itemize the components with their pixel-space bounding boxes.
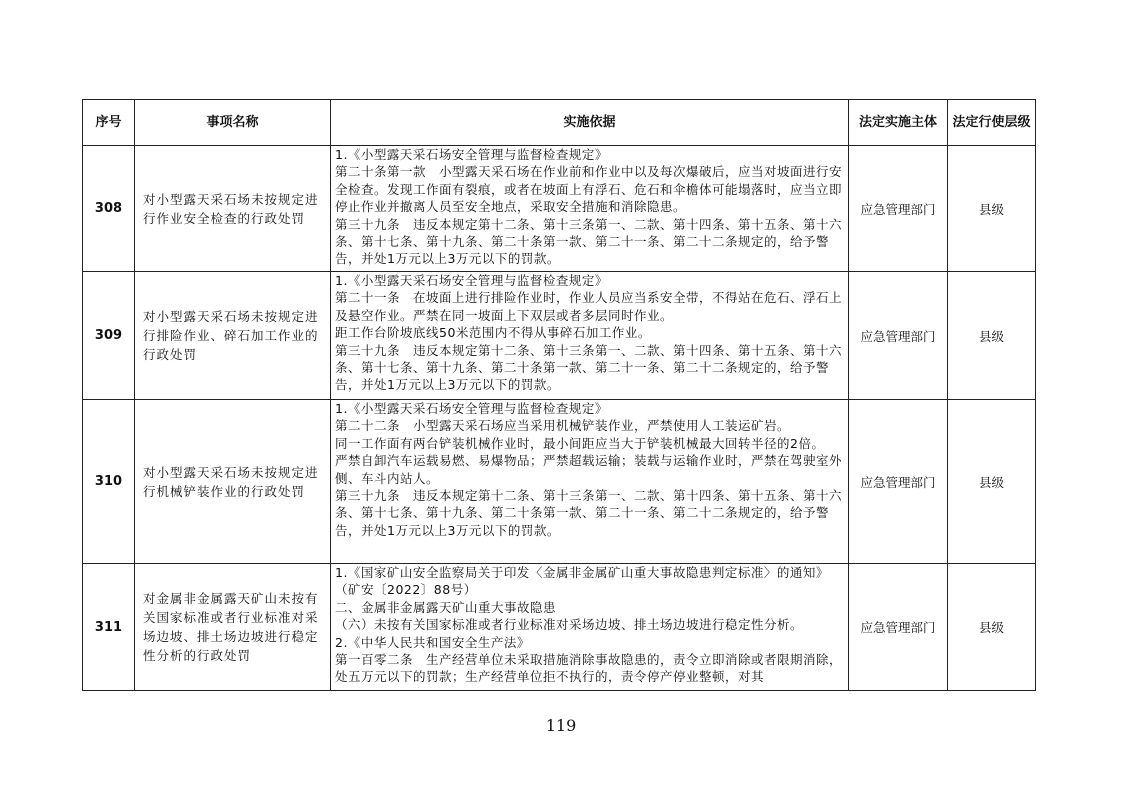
row-basis — [331, 272, 849, 400]
row-name: 对小型露天采石场未按规定进行作业安全检查的行政处罚 — [135, 146, 331, 272]
page-number: 119 — [545, 716, 577, 735]
row-basis — [331, 400, 849, 564]
row-name: 对小型露天采石场未按规定进行机械铲装作业的行政处罚 — [135, 400, 331, 564]
basis-line: 第三十九条 违反本规定第十二条、第十三条第一、二款、第十四条、第十五条、第十六条、第十七条、第十九条、第二十条第一款、第二十一条、第二十二条规定的，给予警告，并处1万元以上3万元以下的罚款。 — [335, 342, 843, 393]
row-basis — [331, 564, 849, 691]
basis-line: （六）未按有关国家标准或者行业标准对采场边坡、排土场边坡进行稳定性分析。 — [335, 617, 804, 633]
basis-line: 第二十二条 小型露天采石场应当采用机械铲装作业，严禁使用人工装运矿岩。 — [335, 418, 791, 434]
header-name: 事项名称 — [135, 100, 331, 146]
row-num: 308 — [83, 146, 135, 272]
table-header-row — [83, 100, 1036, 146]
basis-line: 第三十九条 违反本规定第十二条、第十三条第一、二款、第十四条、第十五条、第十六条、第十七条、第十九条、第二十条第一款、第二十一条、第二十二条规定的，给予警告，并处1万元以上3万元以下的罚款。 — [335, 216, 843, 267]
row-name: 对小型露天采石场未按规定进行排险作业、碎石加工作业的行政处罚 — [135, 272, 331, 400]
basis-line: 1.《国家矿山安全监察局关于印发〈金属非金属矿山重大事故隐患判定标准〉的通知》（矿安〔2022〕88号） — [335, 565, 829, 598]
header-num: 序号 — [83, 100, 135, 146]
row-subject: 应急管理部门 — [849, 400, 948, 564]
basis-line: 2.《中华人民共和国安全生产法》 — [335, 634, 530, 650]
row-level: 县级 — [948, 146, 1036, 272]
basis-line: 1.《小型露天采石场安全管理与监督检查规定》 — [335, 147, 608, 162]
basis-line: 第二十条第一款 小型露天采石场在作业前和作业中以及每次爆破后，应当对坡面进行安全检查。发现工作面有裂痕，或者在坡面上有浮石、危石和伞檐体可能塌落时，应当立即停止作业并撤离人员至安全地点，采取安全措施和消除隐患。 — [335, 164, 843, 215]
row-num: 309 — [83, 272, 135, 400]
row-level: 县级 — [948, 400, 1036, 564]
basis-line: 距工作台阶坡底线50米范围内不得从事碎石加工作业。 — [335, 325, 651, 341]
row-subject: 应急管理部门 — [849, 146, 948, 272]
row-num: 311 — [83, 564, 135, 691]
row-subject: 应急管理部门 — [849, 564, 948, 691]
document-sheet — [82, 99, 1035, 691]
header-subject: 法定实施主体 — [849, 100, 948, 146]
basis-line: 严禁自卸汽车运载易燃、易爆物品；严禁超载运输；装载与运输作业时，严禁在驾驶室外侧、车斗内站人。 — [335, 453, 843, 486]
row-level: 县级 — [948, 272, 1036, 400]
row-basis — [331, 146, 849, 272]
basis-line: 第二十一条 在坡面上进行排险作业时，作业人员应当系安全带，不得站在危石、浮石上及悬空作业。严禁在同一坡面上下双层或者多层同时作业。 — [335, 290, 843, 323]
basis-line: 1.《小型露天采石场安全管理与监督检查规定》 — [335, 273, 608, 288]
basis-line: 1.《小型露天采石场安全管理与监督检查规定》 — [335, 401, 608, 416]
basis-line: 同一工作面有两台铲装机械作业时，最小间距应当大于铲装机械最大回转半径的2倍。 — [335, 435, 825, 451]
table-row — [83, 146, 1036, 272]
items-table — [82, 99, 1036, 691]
header-basis: 实施依据 — [331, 100, 849, 146]
row-level: 县级 — [948, 564, 1036, 691]
row-subject: 应急管理部门 — [849, 272, 948, 400]
row-name: 对金属非金属露天矿山未按有关国家标准或者行业标准对采场边坡、排土场边坡进行稳定性分析的行政处罚 — [135, 564, 331, 691]
basis-line: 第一百零二条 生产经营单位未采取措施消除事故隐患的，责令立即消除或者限期消除，处五万元以下的罚款；生产经营单位拒不执行的，责令停产停业整顿，对其 — [335, 652, 843, 685]
row-num: 310 — [83, 400, 135, 564]
table-row — [83, 272, 1036, 400]
basis-line: 第三十九条 违反本规定第十二条、第十三条第一、二款、第十四条、第十五条、第十六条、第十七条、第十九条、第二十条第一款、第二十一条、第二十二条规定的，给予警告，并处1万元以上3万元以下的罚款。 — [335, 488, 843, 538]
basis-line: 二、金属非金属露天矿山重大事故隐患 — [335, 599, 557, 615]
table-row — [83, 564, 1036, 691]
header-level: 法定行使层级 — [948, 100, 1036, 146]
table-row — [83, 400, 1036, 564]
